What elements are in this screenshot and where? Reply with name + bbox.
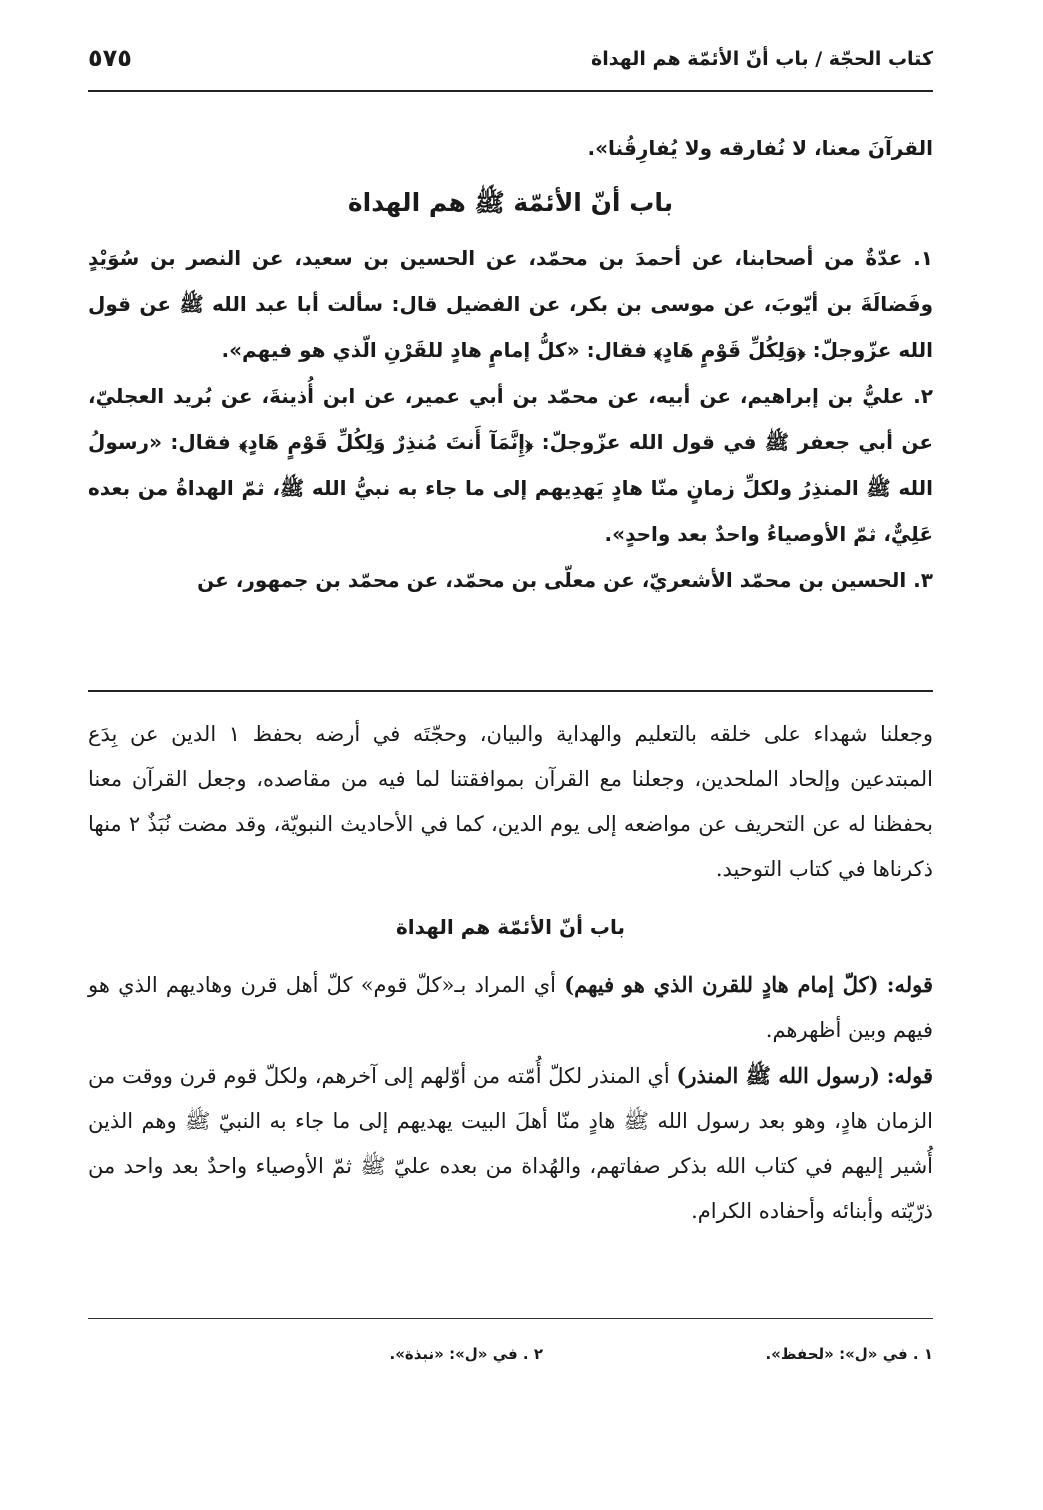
note-1-text: أي المراد بـ«كلّ قوم» كلّ أهل قرن وهاديهم الذي هو فيهم وبين أظهرهم. [88, 973, 933, 1042]
hadith-2: ٢. عليُّ بن إبراهيم، عن أبيه، عن محمّد بن أبي عمير، عن ابن أُذينةَ، عن بُريد العجليّ، عن أبي جعفر ﷺ في قول الله عزّوجلّ: ﴿إِنَّمَآ أَنتَ مُنذِرٌ وَلِكُلِّ قَوْمٍ هَادٍ﴾ فقال: «رسولُ الله ﷺ المنذِرُ ولكلِّ زمانٍ منّا هادٍ يَهدِيهم إلى ما جاء به نبيُّ الله ﷺ، ثمّ الهداةُ من بعده عَلِيٌّ، ثمّ الأوصياءُ واحدٌ بعد واحدٍ». [88, 384, 933, 546]
note-2-text: أي المنذر لكلّ أُمّته من أوّلهم إلى آخرهم، ولكلّ قوم قرن ووقت من الزمان هادٍ، وهو بعد رسول الله ﷺ هادٍ منّا أهلَ البيت يهديهم إلى ما جاء به النبيّ ﷺ وهم الذين أُشير إليهم في كتاب الله بذكر صفاتهم، والهُداة من بعده عليّ ﷺ ثمّ الأوصياء واحدٌ بعد واحد من ذرّيّته وأبنائه وأحفاده الكرام. [88, 1064, 933, 1223]
footnotes [88, 1345, 933, 1375]
footnote-1: ١ . في «ل»: «لحفظ». [765, 1345, 933, 1363]
note-2-label: قوله: [886, 1063, 934, 1088]
chapter-heading: باب أنّ الأئمّة ﷺ هم الهداة [347, 188, 674, 217]
hadith-text-block [88, 125, 933, 603]
note-2-lemma: (رسول الله ﷺ المنذر) [676, 1063, 880, 1088]
note-1-label: قوله: [886, 972, 934, 997]
footnote-2: ٢ . في «ل»: «نبذة». [389, 1345, 543, 1363]
page-header [88, 44, 933, 90]
footnote-divider [88, 1318, 933, 1319]
commentary-intro: وجعلنا شهداء على خلقه بالتعليم والهداية والبيان، وحجّتَه في أرضه بحفظ ١ الدين عن بِدَع المبتدعين وإلحاد الملحدين، وجعلنا مع القرآن بموافقتنا لما فيه من مقاصده، وجعل القرآن معنا بحفظنا له عن التحريف عن مواضعه إلى يوم الدين، كما في الأحاديث النبويّة، وقد مضت نُبَذٌ ٢ منها ذكرناها في كتاب التوحيد. [88, 722, 934, 881]
commentary-note-2 [88, 1053, 933, 1234]
commentary-heading: باب أنّ الأئمّة هم الهداة [395, 915, 626, 939]
running-title: كتاب الحجّة / باب أنّ الأئمّة هم الهداة [591, 48, 933, 70]
header-divider [88, 90, 933, 92]
hadith-1: ١. عدّةٌ من أصحابنا، عن أحمدَ بن محمّد، عن الحسين بن سعيد، عن النصر بن سُوَيْدٍ وفَضالَةَ بن أيّوبَ، عن موسى بن بكر، عن الفضيل قال: سألت أبا عبد الله ﷺ عن قول الله عزّوجلّ: ﴿وَلِكُلِّ قَوْمٍ هَادٍ﴾ فقال: «كلُّ إمامٍ هادٍ للقَرْنِ الّذي هو فيهم». [88, 246, 933, 362]
commentary-note-1 [88, 962, 933, 1053]
page-number: ٥٧٥ [88, 44, 132, 72]
section-divider [88, 690, 933, 692]
hadith-3: ٣. الحسين بن محمّد الأشعريّ، عن معلّى بن محمّد، عن محمّد بن جمهور، عن [197, 568, 933, 592]
note-1-lemma: (كلّ إمام هادٍ للقرن الذي هو فيهم) [564, 972, 879, 997]
commentary-block [88, 712, 933, 1234]
continuation-line: القرآنَ معنا، لا نُفارقه ولا يُفارِقُنا». [587, 136, 933, 160]
